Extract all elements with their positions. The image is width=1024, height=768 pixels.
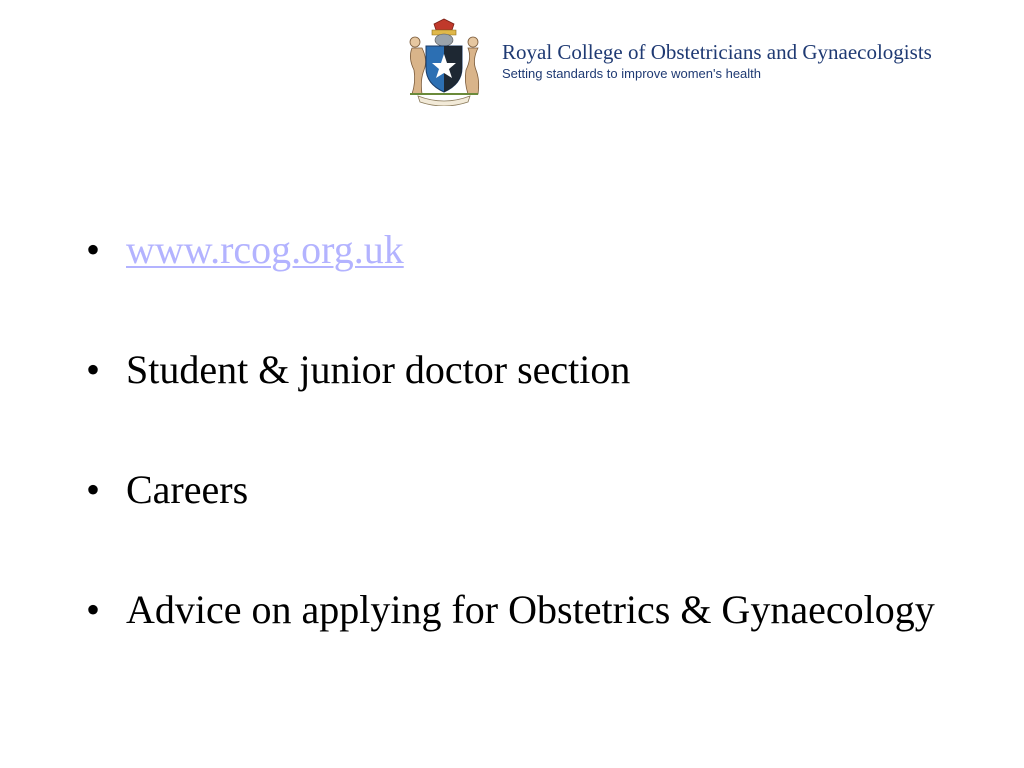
- list-item-text: Advice on applying for Obstetrics & Gynaecology: [126, 587, 935, 632]
- list-item: [86, 346, 946, 393]
- list-item: [86, 226, 946, 273]
- bullet-marker: •: [86, 467, 101, 512]
- org-header: [404, 18, 1004, 108]
- bullet-marker: •: [86, 587, 101, 632]
- rcog-coat-of-arms-icon: [404, 18, 484, 106]
- org-tagline: Setting standards to improve women's health: [502, 66, 762, 81]
- list-item: [86, 466, 946, 513]
- org-name: Royal College of Obstetricians and Gynaecologists: [502, 40, 932, 64]
- bullet-marker: •: [86, 347, 101, 392]
- website-link[interactable]: www.rcog.org.uk: [126, 227, 404, 272]
- bullet-list: [86, 226, 946, 706]
- org-title-block: [502, 40, 932, 82]
- bullet-marker: •: [86, 227, 101, 272]
- list-item-text: Student & junior doctor section: [126, 347, 631, 392]
- list-item-text: Careers: [126, 467, 249, 512]
- list-item: [86, 586, 946, 633]
